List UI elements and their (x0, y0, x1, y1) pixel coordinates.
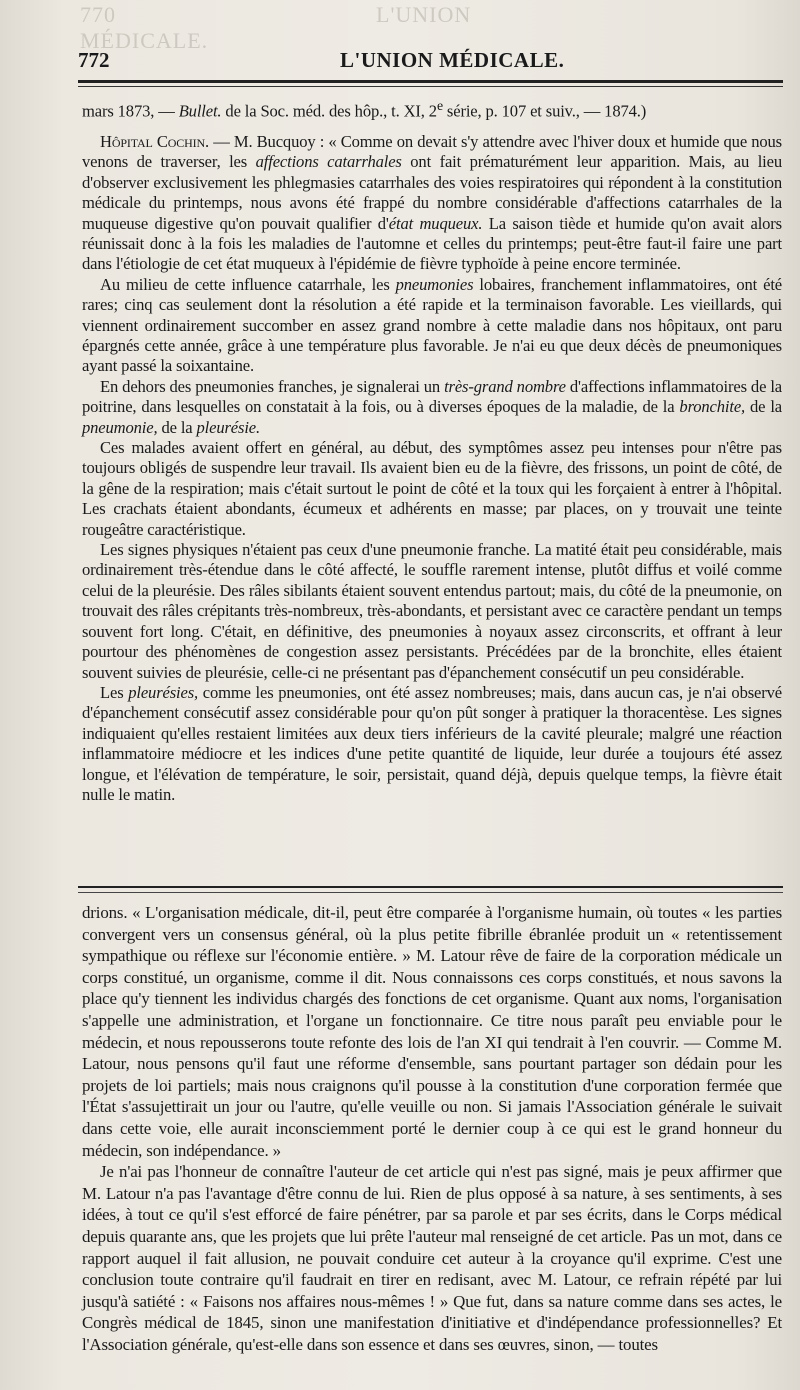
header-rule (78, 80, 783, 83)
hospital-name: Hôpital Cochin. (100, 131, 209, 151)
paragraph-organisation: drions. « L'organisation médicale, dit-il, peut être comparée à l'organisme humain, où toutes « les parties convergent vers un consensus général, où la plus petite fibrille ébranlée produit un « retentissement sympathique ou réflexe sur l'économie entière. » M. Latour rêve de faire de la corporation médicale un corps constitué, un organisme, comme il dit. Nous connaissons ces corps constitués, et nous savons la place qu'y tiennent les individus chargés des fonctions de cet organisme. Quant aux noms, l'organisation s'appelle une administration, et l'organe un fonctionnaire. Ce titre nous paraît peu enviable pour le médecin, et nous repousserons toute refonte des lois de l'an XI qui tendrait à l'en couvrir. — Comme M. Latour, nous pensons qu'il faut une réforme d'ensemble, sans pourtant partager son dédain pour les projets de loi partiels; mais nous craignons qu'il pousse à la constitution d'une corporation fermée que l'État s'assujettirait un jour ou l'autre, qu'elle veuille ou non. Si jamais l'Association générale le suivait dans cette voie, elle aurait inconsciemment porté le dernier coup à ce qui est le grand honneur du médecin, son indépendance. » (82, 903, 782, 1160)
bleed-through-title: L'UNION MÉDICALE. (80, 2, 472, 53)
upper-section (82, 96, 782, 805)
paragraph-affections: En dehors des pneumonies franches, je signalerai un très-grand nombre d'affections inflammatoires de la poitrine, dans lesquelles on constatait à la fois, ou à diverses époques de la maladie, de la bronchite, de la pneumonie, de la pleurésie. (82, 376, 782, 437)
paragraph-reponse: Je n'ai pas l'honneur de connaître l'auteur de cet article qui n'est pas signé, mais je peux affirmer que M. Latour n'a pas l'avantage d'être connu de lui. Rien de plus opposé à sa nature, à ses sentiments, à ses idées, à tout ce qu'il s'est efforcé de faire pénétrer, par sa parole et par ses écrits, dans le Corps médical depuis quarante ans, que les projets que lui prête l'auteur mal renseigné de cet article. Pas un mot, dans ce rapport auquel il fait allusion, ne pouvait conduire cet auteur à la croyance qu'il exprime. C'est une conclusion toute contraire qu'il faudrait en tirer en redisant, avec M. Latour, ce refrain répété par lui jusqu'à satiété : « Faisons nos affaires nous-mêmes ! » Que fut, dans sa nature comme dans ses actes, le Congrès médical de 1845, sinon une manifestation d'initiative et d'indépendance professionnelles? Et l'Association générale, qu'est-elle dans son essence et dans ses œuvres, sinon, — toutes (82, 1162, 782, 1354)
paragraph-cochin: Hôpital Cochin. — M. Bucquoy : « Comme on devait s'y attendre avec l'hiver doux et humide que nous venons de traverser, les affections catarrhales ont fait prématurément leur apparition. Mais, au lieu d'observer exclusivement les phlegmasies catarrhales des voies respiratoires qui répondent à la constitution médicale du printemps, nous avons été frappé du nombre considérable d'affections catarrhales de la muqueuse digestive qu'on pouvait qualifier d'état muqueux. La saison tiède et humide qu'on avait alors réunissait donc à la fois les maladies de l'automne et celles du printemps; peut-être faut-il faire une part dans l'étiologie de cet état muqueux à l'épidémie de fièvre typhoïde à peine encore terminée. (82, 131, 782, 274)
lower-section (82, 902, 782, 1355)
bulletin-abbrev: Bullet. (178, 101, 222, 121)
paragraph-pleuresies: Les pleurésies, comme les pneumonies, ont été assez nombreuses; mais, dans aucun cas, je n'ai observé d'épanchement consécutif assez considérable pour qu'on pût songer à pratiquer la thoracentèse. Les signes indiquaient qu'elles restaient limitées aux deux tiers inférieurs de la cavité pleurale; malgré une réaction inflammatoire médiocre et les indices d'une petite quantité de liquide, leur durée a toujours été assez longue, et l'élévation de température, le soir, persistait, quand déjà, depuis quelque temps, la fièvre était nulle le matin. (82, 682, 782, 804)
citation-line: mars 1873, — Bullet. de la Soc. méd. des hôp., t. XI, 2e série, p. 107 et suiv., — 1874.) (82, 98, 647, 121)
journal-title: L'UNION MÉDICALE. (340, 48, 565, 72)
paragraph-pneumonies: Au milieu de cette influence catarrhale, les pneumonies lobaires, franchement inflammatoires, ont été rares; cinq cas seulement dont la résolution a été rapide et la terminaison favorable. Les vieillards, qui viennent ordinairement succomber en assez grand nombre à cette maladie dans nos hôpitaux, ont paru épargnés cette année, grâce à une température plus favorable. Je n'ai eu que deux décès de pneumoniques ayant passé la soixantaine. (82, 274, 782, 376)
bleed-through-number: 770 (80, 2, 116, 27)
page-number: 772 (78, 48, 110, 72)
section-divider (78, 886, 783, 888)
paragraph-symptomes: Ces malades avaient offert en général, au début, des symptômes assez peu intenses pour n'être pas toujours obligés de suspendre leur travail. Ils avaient bien eu de la fièvre, des frissons, un point de côté, de la gêne de la respiration; mais c'était surtout le point de côté et la toux qui les forçaient à entrer à l'hôpital. Les crachats étaient abondants, écumeux et adhérents en masse; par places, on y trouvait une teinte rougeâtre caractéristique. (82, 438, 782, 539)
running-header (78, 46, 783, 78)
section-divider-thin (78, 892, 783, 893)
header-rule-thin (78, 86, 783, 87)
paragraph-signes-physiques: Les signes physiques n'étaient pas ceux d'une pneumonie franche. La matité était peu considérable, mais ordinairement très-étendue dans le côté affecté, le souffle rarement intense, plutôt diffus et voilé comme celui de la pleurésie. Des râles sibilants étaient souvent entendus partout; mais, du côté de la pneumonie, on trouvait des râles crépitants très-nombreux, très-abondants, et persistant avec ce caractère pendant un temps souvent fort long. C'était, en définitive, des pneumonies à noyaux assez circonscrits, et offrant à leur pourtour des phénomènes de congestion assez persistants. Précédées par de la bronchite, elles étaient souvent suivies de pleurésie, celle-ci ne présentant pas d'épanchement consécutif un peu considérable. (82, 540, 782, 682)
